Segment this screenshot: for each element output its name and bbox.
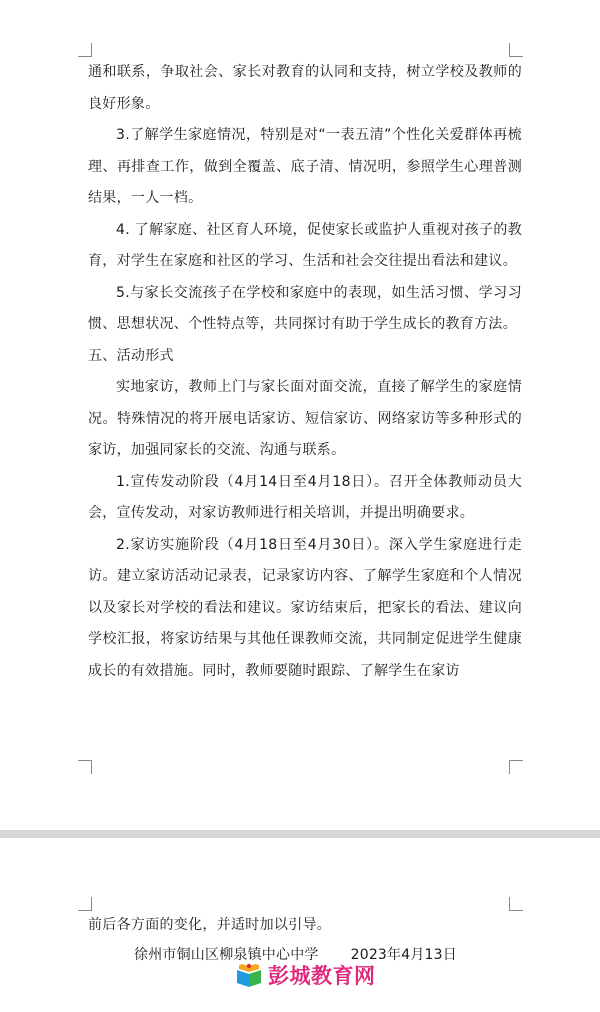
margin-corner-top-left bbox=[78, 43, 92, 57]
section-heading-activity-form: 五、活动形式 bbox=[88, 347, 174, 364]
watermark bbox=[234, 960, 376, 990]
page-2-body bbox=[88, 910, 522, 942]
margin-corner-top-right bbox=[509, 43, 523, 57]
paragraph-continuation: 通和联系，争取社会、家长对教育的认同和支持，树立学校及教师的良好形象。 bbox=[88, 64, 522, 112]
paragraph-item-5: 5.与家长交流孩子在学校和家庭中的表现，如生活习惯、学习习惯、思想状况、个性特点等，共同探讨有助于学生成长的教育方法。 bbox=[88, 284, 522, 332]
paragraph-item-3: 3.了解学生家庭情况，特别是对“一表五清”个性化关爱群体再梳理、再排查工作，做到全覆盖、底子清、情况明，参照学生心理普测结果，一人一档。 bbox=[88, 127, 522, 206]
document-page-2 bbox=[0, 838, 600, 1012]
document-date: 2023年4月13日 bbox=[350, 947, 457, 963]
paragraph-stage-2: 2.家访实施阶段（4月18日至4月30日）。深入学生家庭进行走访。建立家访活动记录表，记录家访内容、了解学生家庭和个人情况以及家长对学校的看法和建议。家访结束后，把家长的看法、建议向学校汇报，将家访结果与其他任课教师交流，共同制定促进学生健康成长的有效措施。同时，教师要随时跟踪、了解学生在家访 bbox=[88, 536, 522, 679]
paragraph-continuation: 前后各方面的变化，并适时加以引导。 bbox=[88, 917, 332, 933]
paragraph-stage-1: 1.宣传发动阶段（4月14日至4月18日）。召开全体教师动员大会，宣传发动，对家访教师进行相关培训，并提出明确要求。 bbox=[88, 473, 522, 521]
book-logo-icon bbox=[234, 961, 264, 989]
page-1-body bbox=[88, 57, 522, 687]
margin-corner-top-right bbox=[509, 897, 523, 911]
page-separator bbox=[0, 830, 600, 838]
school-name: 徐州市铜山区柳泉镇中心中学 bbox=[134, 947, 319, 963]
paragraph-item-4: 4. 了解家庭、社区育人环境，促使家长或监护人重视对孩子的教育，对学生在家庭和社区的学习、生活和社会交往提出看法和建议。 bbox=[88, 221, 522, 269]
paragraph-home-visit: 实地家访，教师上门与家长面对面交流，直接了解学生的家庭情况。特殊情况的将开展电话家访、短信家访、网络家访等多种形式的家访，加强同家长的交流、沟通与联系。 bbox=[88, 379, 522, 458]
margin-corner-top-left bbox=[78, 897, 92, 911]
margin-corner-bottom-right bbox=[509, 760, 523, 774]
margin-corner-bottom-left bbox=[78, 760, 92, 774]
watermark-text: 彭城教育网 bbox=[268, 964, 376, 988]
